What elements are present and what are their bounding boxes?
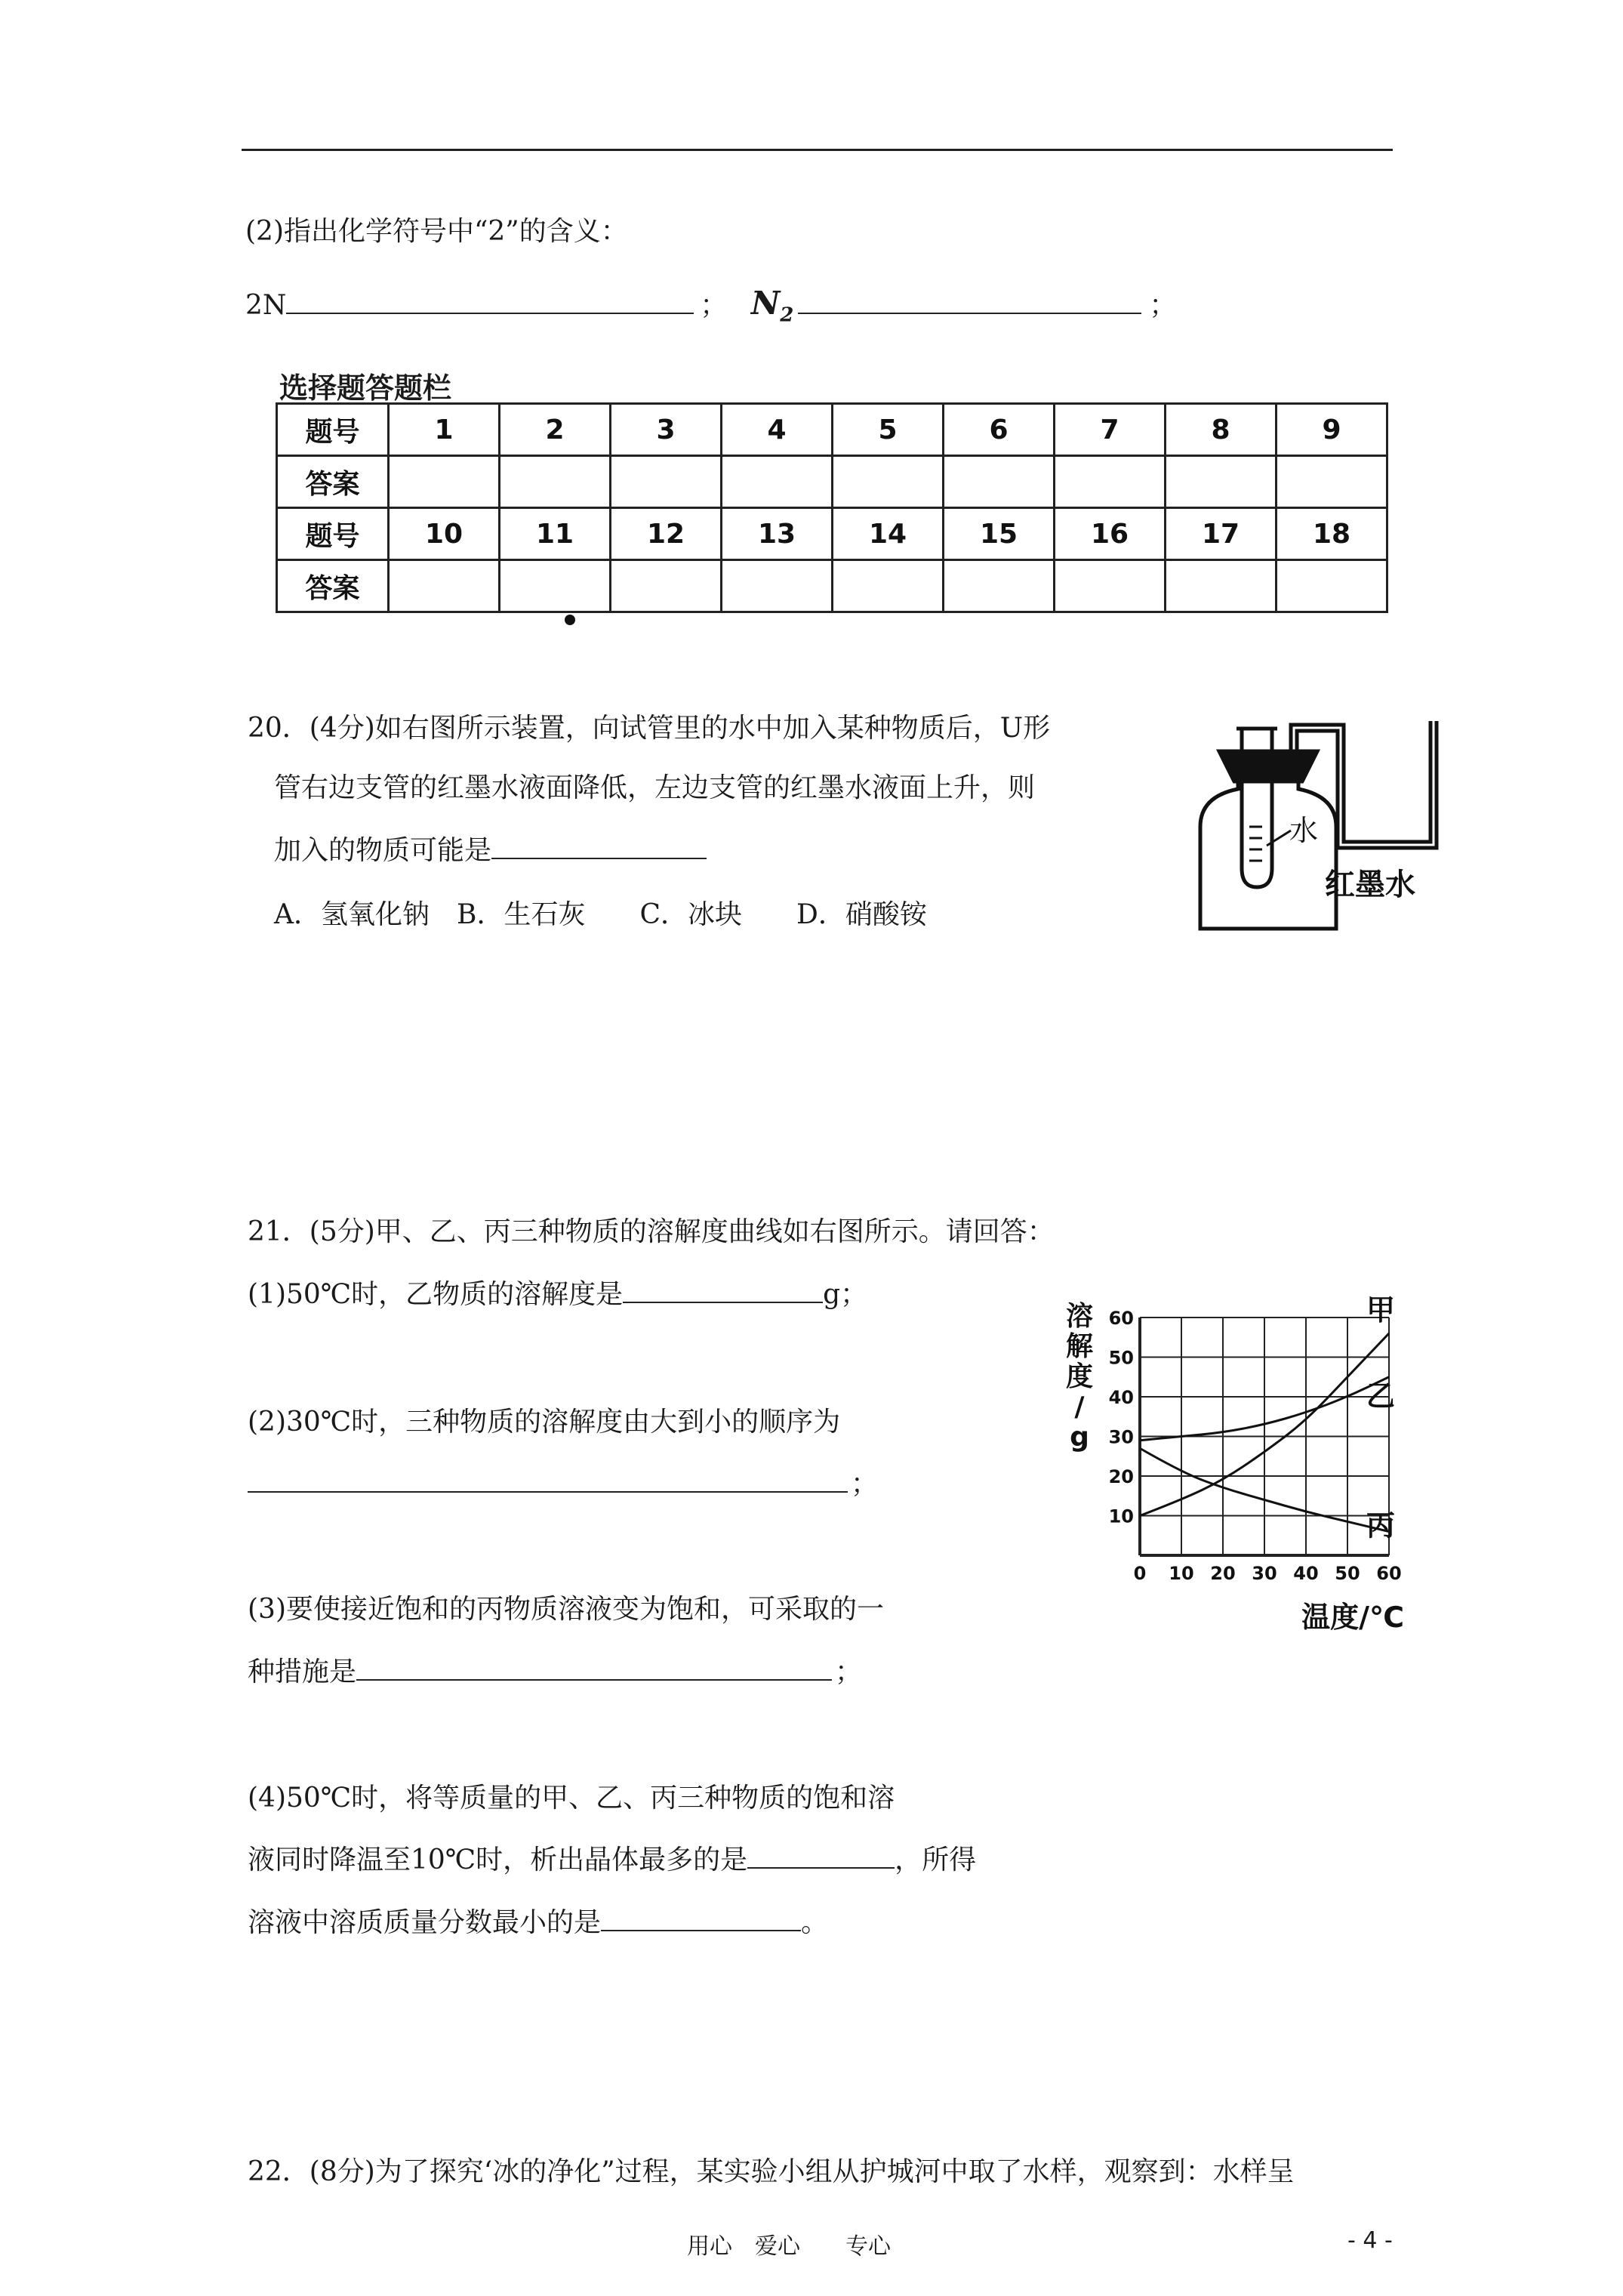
solubility-chart	[1057, 1295, 1419, 1642]
cell-number: 5	[833, 404, 944, 456]
y-tick-label: 40	[1108, 1387, 1134, 1408]
table-row	[277, 508, 1387, 560]
q21-part4-line1: (4)50℃时，将等质量的甲、乙、丙三种物质的饱和溶	[248, 1783, 895, 1814]
q21-part2: (2)30℃时，三种物质的溶解度由大到小的顺序为	[248, 1407, 841, 1438]
y-axis-label: 解	[1065, 1331, 1094, 1362]
answer-cell[interactable]	[944, 456, 1055, 508]
x-tick-label: 10	[1169, 1563, 1194, 1584]
table-row	[277, 456, 1387, 508]
cell-number: 3	[611, 404, 722, 456]
q21-part1: (1)50℃时，乙物质的溶解度是 g；	[248, 1279, 868, 1310]
answer-cell[interactable]	[389, 456, 500, 508]
q21-part2-answer: ；	[248, 1468, 878, 1501]
answer-cell[interactable]	[389, 560, 500, 612]
row-label-number: 题号	[277, 508, 389, 560]
answer-cell[interactable]	[1055, 456, 1166, 508]
table-row	[277, 560, 1387, 612]
answer-table	[276, 402, 1388, 613]
answer-cell[interactable]	[611, 560, 722, 612]
row-label-answer: 答案	[277, 456, 389, 508]
x-tick-label: 20	[1210, 1563, 1236, 1584]
x-axis-label: 温度/℃	[1301, 1601, 1404, 1634]
answer-cell[interactable]	[833, 456, 944, 508]
y-tick-label: 60	[1108, 1308, 1134, 1329]
ink-dot	[565, 615, 575, 625]
cell-number: 6	[944, 404, 1055, 456]
y-tick-label: 10	[1108, 1505, 1134, 1527]
x-tick-label: 30	[1252, 1563, 1277, 1584]
y-tick-label: 30	[1108, 1426, 1134, 1448]
q21-part1-blank[interactable]	[623, 1279, 823, 1303]
answer-cell[interactable]	[500, 560, 611, 612]
answer-blank-n2[interactable]	[798, 290, 1141, 314]
page-number: - 4 -	[1347, 2227, 1393, 2254]
cell-number: 14	[833, 508, 944, 560]
q20-line1: 20．(4分)如右图所示装置，向试管里的水中加入某种物质后，U形	[248, 713, 1051, 744]
answer-cell[interactable]	[944, 560, 1055, 612]
y-axis-label: 溶	[1065, 1301, 1094, 1332]
answer-cell[interactable]	[722, 456, 833, 508]
q22-line1: 22．(8分)为了探究‘冰的净化”过程，某实验小组从护城河中取了水样，观察到：水样呈	[248, 2156, 1295, 2187]
q21-part3-line2: 种措施是 ；	[248, 1657, 863, 1687]
y-axis-label: g	[1070, 1422, 1089, 1453]
table-row	[277, 404, 1387, 456]
cell-number: 9	[1277, 404, 1387, 456]
cell-number: 8	[1166, 404, 1277, 456]
answer-cell[interactable]	[1166, 560, 1277, 612]
q21-part4-line3: 溶液中溶质质量分数最小的是 。	[248, 1907, 829, 1938]
cell-number: 4	[722, 404, 833, 456]
apparatus-figure	[1178, 706, 1464, 932]
answer-cell[interactable]	[500, 456, 611, 508]
y-tick-label: 20	[1108, 1466, 1134, 1487]
cell-number: 11	[500, 508, 611, 560]
x-tick-label: 60	[1376, 1563, 1402, 1584]
x-tick-label: 0	[1133, 1563, 1147, 1584]
cell-number: 12	[611, 508, 722, 560]
answer-cell[interactable]	[1277, 456, 1387, 508]
symbol-n2: $N_2$	[750, 285, 794, 327]
header-rule	[242, 149, 1393, 151]
cell-number: 17	[1166, 508, 1277, 560]
q21-part3-line1: (3)要使接近饱和的丙物质溶液变为饱和，可采取的一	[248, 1594, 884, 1625]
q19-symbols-line: 2N ； $N_2$ ；	[245, 285, 1177, 327]
q21-part4-blank-b[interactable]	[601, 1907, 801, 1931]
q21-intro: 21．(5分)甲、乙、丙三种物质的溶解度曲线如右图所示。请回答：	[248, 1216, 1055, 1247]
answer-table-title: 选择题答题栏	[279, 371, 452, 405]
q20-line3: 加入的物质可能是	[274, 834, 707, 868]
cell-number: 1	[389, 404, 500, 456]
q19-part2-label: (2)指出化学符号中“2”的含义：	[245, 216, 628, 247]
answer-cell[interactable]	[722, 560, 833, 612]
cell-number: 16	[1055, 508, 1166, 560]
q20-line2: 管右边支管的红墨水液面降低，左边支管的红墨水液面上升，则	[274, 772, 1036, 803]
x-tick-label: 40	[1293, 1563, 1319, 1584]
symbol-2n: 2N	[245, 290, 287, 321]
q21-part3-blank[interactable]	[356, 1657, 832, 1681]
red-ink-label: 红墨水	[1325, 868, 1415, 902]
answer-cell[interactable]	[1277, 560, 1387, 612]
chart-labels	[1066, 1295, 1404, 1634]
series-label: 甲	[1366, 1295, 1396, 1327]
q21-part4-line2: 液同时降温至10℃时，析出晶体最多的是 ，所得	[248, 1845, 977, 1875]
row-label-number: 题号	[277, 404, 389, 456]
y-axis-label: 度	[1065, 1361, 1094, 1392]
series-label: 乙	[1366, 1379, 1396, 1413]
cell-number: 2	[500, 404, 611, 456]
cell-number: 15	[944, 508, 1055, 560]
cell-number: 10	[389, 508, 500, 560]
water-label: 水	[1289, 814, 1319, 847]
series-label: 丙	[1366, 1509, 1396, 1542]
footer-center: 用心 爱心 专心	[687, 2233, 891, 2260]
answer-cell[interactable]	[1166, 456, 1277, 508]
y-tick-label: 50	[1108, 1347, 1134, 1369]
q20-answer-blank[interactable]	[491, 835, 707, 859]
cell-number: 7	[1055, 404, 1166, 456]
q21-part2-blank[interactable]	[248, 1469, 848, 1493]
cell-number: 18	[1277, 508, 1387, 560]
answer-cell[interactable]	[833, 560, 944, 612]
q20-options: A．氢氧化钠 B．生石灰 C．冰块 D．硝酸铵	[274, 899, 927, 930]
row-label-answer: 答案	[277, 560, 389, 612]
q21-part4-blank-a[interactable]	[747, 1845, 895, 1869]
answer-blank-2n[interactable]	[286, 290, 694, 314]
answer-cell[interactable]	[1055, 560, 1166, 612]
x-tick-label: 50	[1335, 1563, 1360, 1584]
answer-cell[interactable]	[611, 456, 722, 508]
cell-number: 13	[722, 508, 833, 560]
y-axis-label: /	[1074, 1391, 1085, 1422]
